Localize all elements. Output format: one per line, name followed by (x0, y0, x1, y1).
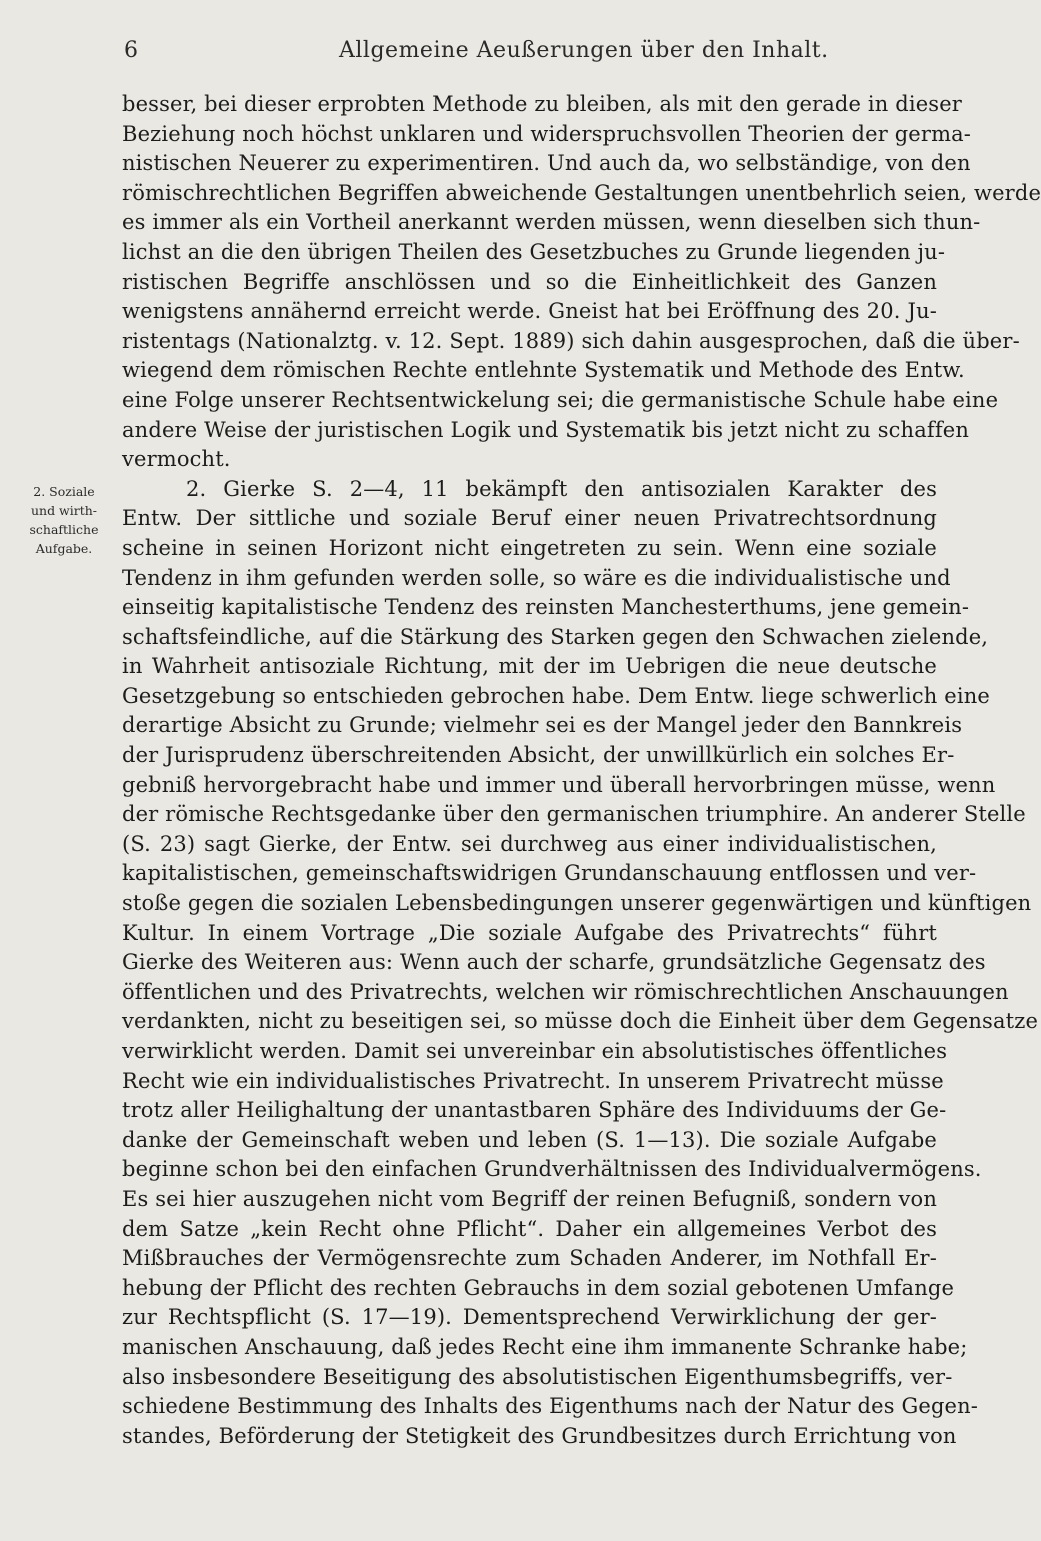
text-line: kapitalistischen, gemeinschaftswidrigen Grundanschauung entflossen und ver- (122, 861, 977, 886)
text-line: manischen Anschauung, daß jedes Recht eine ihm immanente Schranke habe; (122, 1334, 968, 1359)
text-line: besser, bei dieser erprobten Methode zu bleiben, als mit den gerade in dieser (122, 92, 962, 116)
text-line: Es sei hier auszugehen nicht vom Begriff der reinen Befugniß, sondern von (122, 1186, 937, 1211)
text-line: scheine in seinen Horizont nicht eingetreten zu sein. Wenn eine soziale (122, 535, 937, 560)
text-line: es immer als ein Vortheil anerkannt werden müssen, wenn dieselben sich thun- (122, 210, 981, 235)
text-line: schiedene Bestimmung des Inhalts des Eigenthums nach der Natur des Gegen- (122, 1394, 979, 1419)
text-line (122, 1451, 937, 1481)
text-line: römischrechtlichen Begriffen abweichende Gestaltungen unentbehrlich seien, werde (122, 180, 1041, 205)
text-line: Beziehung noch höchst unklaren und widerspruchsvollen Theorien der germa- (122, 121, 972, 146)
text-line: verdankten, nicht zu beseitigen sei, so müsse doch die Einheit über dem Gegensatze (122, 1009, 1039, 1034)
text-line: derartige Absicht zu Grunde; vielmehr sei es der Mangel jeder den Bannkreis (122, 713, 963, 738)
text-line: (S. 23) sagt Gierke, der Entw. sei durchweg aus einer individualistischen, (122, 831, 937, 856)
text-line: dem Satze „kein Recht ohne Pflicht“. Daher ein allgemeines Verbot des (122, 1216, 937, 1241)
text-line: ristischen Begriffe anschlössen und so die Einheitlichkeit des Ganzen (122, 269, 937, 294)
text-line: ristentags (Nationalztg. v. 12. Sept. 1889) sich dahin ausgesprochen, daß die über- (122, 328, 1020, 353)
text-line: danke der Gemeinschaft weben und leben (S. 1—13). Die soziale Aufgabe (122, 1127, 937, 1152)
text-line: wenigstens annähernd erreicht werde. Gneist hat bei Eröffnung des 20. Ju- (122, 299, 937, 324)
text-line: wiegend dem römischen Rechte entlehnte Systematik und Methode des Entw. (122, 358, 965, 383)
text-line: also insbesondere Beseitigung des absolutistischen Eigenthumsbegriffs, ver- (122, 1364, 953, 1389)
text-line: 2. Gierke S. 2—4, 11 bekämpft den antisozialen Karakter des (186, 476, 937, 501)
text-line: der Jurisprudenz überschreitenden Absicht, der unwillkürlich ein solches Er- (122, 743, 955, 768)
text-line: in Wahrheit antisoziale Richtung, mit der im Uebrigen die neue deutsche (122, 654, 937, 679)
text-line: beginne schon bei den einfachen Grundverhältnissen des Individualvermögens. (122, 1157, 982, 1182)
text-line: schaftsfeindliche, auf die Stärkung des Starken gegen den Schwachen zielende, (122, 624, 989, 649)
page-number: 6 (124, 38, 139, 63)
page-header (124, 38, 934, 66)
text-line: hebung der Pflicht des rechten Gebrauchs in dem sozial gebotenen Umfange (122, 1275, 955, 1300)
text-line: öffentlichen und des Privatrechts, welchen wir römischrechtlichen Anschauungen (122, 979, 1009, 1004)
running-title: Allgemeine Aeußerungen über den Inhalt. (339, 38, 829, 63)
body-text (122, 90, 1041, 1481)
text-line: Kultur. In einem Vortrage „Die soziale Aufgabe des Privatrechts“ führt (122, 920, 937, 945)
text-line: Gesetzgebung so entschieden gebrochen habe. Dem Entw. liege schwerlich eine (122, 683, 990, 708)
text-line: trotz aller Heilighaltung der unantastbaren Sphäre des Individuums der Ge- (122, 1098, 947, 1123)
text-line: standes, Beförderung der Stetigkeit des Grundbesitzes durch Errichtung von (122, 1423, 957, 1448)
text-line: einseitig kapitalistische Tendenz des reinsten Manchesterthums, jene gemein- (122, 595, 970, 620)
margin-note-line: und wirth- (30, 503, 98, 518)
text-line: Mißbrauches der Vermögensrechte zum Schaden Anderer, im Nothfall Er- (122, 1246, 937, 1271)
text-line: verwirklicht werden. Damit sei unvereinbar ein absolutistisches öffentliches (122, 1039, 948, 1063)
margin-note-line: 2. Soziale (33, 484, 95, 499)
text-line: stoße gegen die sozialen Lebensbedingungen unserer gegenwärtigen und künftigen (122, 891, 1032, 916)
text-line: Recht wie ein individualistisches Privatrecht. In unserem Privatrecht müsse (122, 1068, 944, 1093)
text-line: gebniß hervorgebracht habe und immer und überall hervorbringen müsse, wenn (122, 772, 996, 797)
text-line: zur Rechtspflicht (S. 17—19). Dementsprechend Verwirklichung der ger- (122, 1305, 937, 1330)
text-line: Entw. Der sittliche und soziale Beruf einer neuen Privatrechtsordnung (122, 506, 937, 531)
text-line: nistischen Neuerer zu experimentiren. Und auch da, wo selbständige, von den (122, 151, 971, 176)
margin-note (18, 482, 110, 558)
text-line: Gierke des Weiteren aus: Wenn auch der scharfe, grundsätzliche Gegensatz des (122, 950, 986, 975)
text-line: andere Weise der juristischen Logik und Systematik bis jetzt nicht zu schaffen (122, 417, 970, 442)
margin-note-line: schaftliche (29, 522, 99, 537)
text-line: der römische Rechtsgedanke über den germanischen triumphire. An anderer Stelle (122, 802, 1026, 827)
text-line: vermocht. (122, 447, 231, 472)
text-line: lichst an die den übrigen Theilen des Gesetzbuches zu Grunde liegenden ju- (122, 239, 946, 264)
text-line: Tendenz in ihm gefunden werden solle, so wäre es die individualistische und (122, 565, 951, 590)
margin-note-line: Aufgabe. (35, 541, 93, 556)
text-line: eine Folge unserer Rechtsentwickelung sei; die germanistische Schule habe eine (122, 387, 999, 412)
